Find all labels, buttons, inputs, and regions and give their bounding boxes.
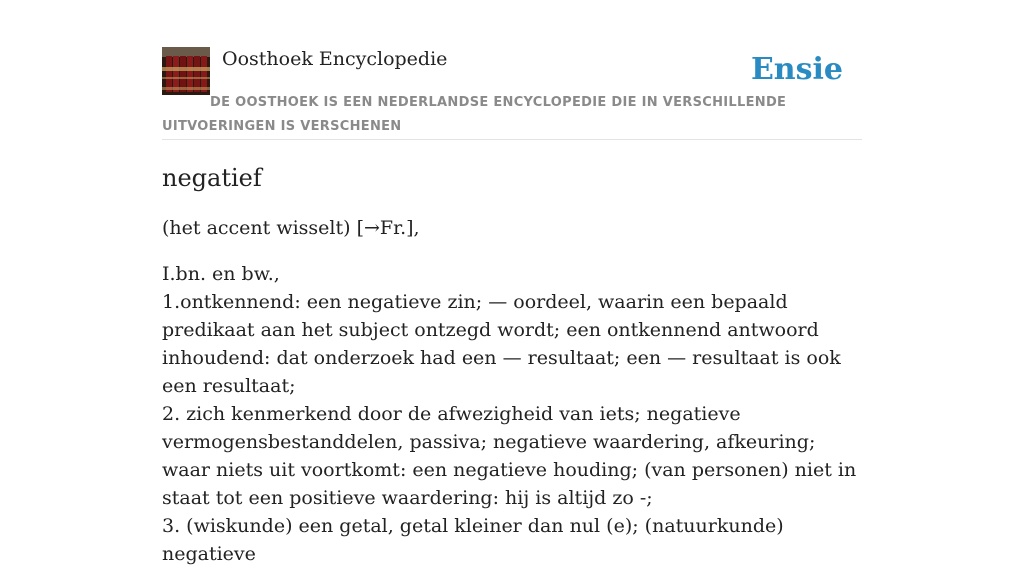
site-header	[162, 47, 862, 140]
definition-line-2: 2. zich kenmerkend door de afwezigheid van iets; negatieve vermogensbestanddelen, passiva; negatieve waardering, afkeuring; waar niets uit voortkomt: een negatieve houding; (van personen) niet in staat tot een positieve waardering: hij is altijd zo -;	[162, 403, 857, 509]
site-title-link[interactable]: Oosthoek Encyclopedie	[222, 48, 448, 70]
ensie-logo-link[interactable]: Ensie	[750, 52, 843, 87]
definition-line-1: 1.ontkennend: een negatieve zin; — oordeel, waarin een bepaald predikaat aan het subject ontzegd wordt; een ontkennend antwoord inhoudend: dat onderzoek had een — resultaat; een — resultaat is ook een resultaat;	[162, 291, 841, 397]
entry-etymology: (het accent wisselt) [→Fr.],	[162, 217, 420, 239]
definition-line-type: I.bn. en bw.,	[162, 263, 280, 285]
bookshelf-avatar-icon[interactable]	[162, 47, 210, 95]
definition-line-3: 3. (wiskunde) een getal, getal kleiner dan nul (e); (natuurkunde) negatieve	[162, 515, 784, 565]
entry-content	[162, 160, 862, 568]
entry-definition	[162, 260, 862, 568]
entry-term: negatief	[162, 164, 262, 192]
site-tagline: DE OOSTHOEK IS EEN NEDERLANDSE ENCYCLOPEDIE DIE IN VERSCHILLENDE UITVOERINGEN IS VERSCHENEN	[162, 95, 787, 134]
